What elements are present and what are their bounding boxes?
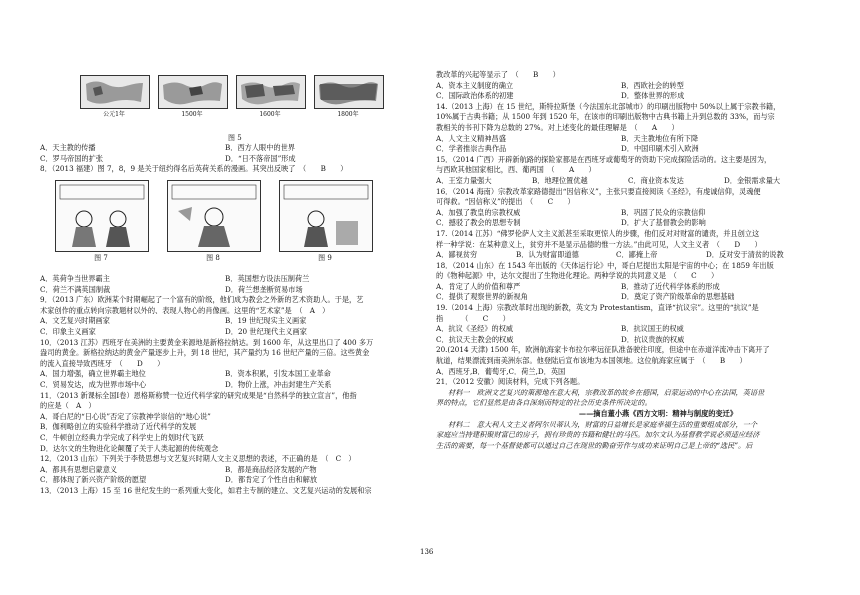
cartoon-caption: 图 8: [206, 254, 220, 262]
q16-options: [436, 208, 820, 219]
option: A．人文主义精神昌盛: [436, 133, 506, 143]
page-number: 136: [420, 548, 434, 556]
question-14-line: 教相关的书刊下降为总数的 27%。对上述变化的最佳理解是 （ A ）: [436, 122, 679, 132]
question-11-line: 的应是（ A ）: [40, 401, 96, 411]
q7-options: [40, 143, 418, 154]
right-column: [436, 70, 820, 451]
option: A．抗议《圣经》的权威: [436, 324, 514, 334]
map-label: 1600年: [259, 111, 281, 118]
option: B．资本积累，引发本国工业革命: [225, 369, 331, 379]
question-16-line: 16．（2014 海南）宗教改革家路德提出“因信称义”，主张只要直接阅读《圣经》，有虔诚信仰，灵魂便: [436, 186, 761, 196]
option: D．抗议贵族的权威: [621, 334, 685, 344]
option: A．肯定了人的价值和尊严: [436, 281, 521, 291]
option: D．达尔文的生物进化论颠覆了关于人类起源的传统观念: [40, 443, 219, 453]
q12-options: [40, 475, 418, 486]
option: A．鄙视贫穷: [436, 250, 478, 260]
option: B．抗议国王的权威: [621, 324, 684, 334]
option: C．鄙掩上帝: [616, 250, 658, 260]
q17-options: [436, 250, 820, 261]
question-19-line: 19.（2014 上海）宗教改革时出现的新教，英文为 Protestantism，直译“抗议宗”。这里的“抗议”是: [436, 303, 759, 313]
option: D．荷兰想垄断贸易市场: [225, 284, 303, 294]
question-9-line: 术家创作的重点转向宗教题材以外的、表现人物心的肖像画。这里的“艺术家”是 （ A ）: [40, 305, 330, 315]
option: B．伽利略创立的实验科学推动了近代科学的发展: [40, 422, 197, 432]
option: C．抗议天主教会的权威: [436, 334, 514, 344]
option: B．都是商品经济发展的产物: [225, 464, 317, 474]
option: B．天主教地位有所下降: [621, 133, 699, 143]
option: A．加强了教皇的宗教权威: [436, 207, 521, 217]
option: B．19 世纪现实主义画家: [225, 316, 307, 326]
question-17-line: 样一种学说：在某种意义上，贫穷并不是显示品德的惟一方法。”由此可见，人文主义者 （ D ）: [436, 239, 762, 249]
map-label: 1800年: [337, 111, 359, 118]
option: D．奠定了资产阶级革命的思想基础: [621, 292, 735, 302]
q19-options: [436, 324, 820, 335]
question-18-line: 的《物种起源》中，达尔文提出了生物进化理论。两种学说的共同意义是 （ C ）: [436, 271, 719, 281]
option: A．王室力量强大: [436, 175, 492, 185]
option: B．推动了近代科学体系的形成: [621, 281, 720, 291]
figure-7-9-cartoons: [55, 180, 375, 265]
option: B．巩固了民众的宗教信仰: [621, 207, 706, 217]
material-2-line: 材料二 意大利人文主义者阿尔贝蒂认为，财富的日益增长是家庭幸福生活的重要组成部分，一个: [448, 419, 758, 429]
q9-options: [40, 316, 418, 327]
q10-options: [40, 369, 418, 380]
q13-options: [436, 91, 820, 102]
question-20-line: 20.(2014 天津) 1500 年，欧洲航海家卡布拉尔率远征队准备驶往印度，但途中在赤道洋流冲击下离开了: [436, 345, 770, 355]
question-15-line: 15．（2014 广西）开辟新航路的探险家都是在西班牙或葡萄牙的资助下完成探险活动的。这主要是因为，: [436, 154, 772, 164]
question-19-line: 指 （ C ）: [436, 313, 510, 323]
option: D．中国印刷术引入欧洲: [621, 144, 699, 154]
option: C．国际政治体系的初建: [436, 91, 514, 101]
question-10-line: 的流入直接导致西班牙 （ D ）: [40, 358, 165, 368]
option: A．天主教的传播: [40, 143, 96, 152]
option: B．西方人眼中的世界: [225, 143, 295, 152]
option: C．都体现了新兴资产阶级的愿望: [40, 475, 147, 485]
question-18-line: 18．（2014 山东）在 1543 年出版的《天体运行论》中，哥白尼提出太阳是宇宙的中心；在 1859 年出版: [436, 260, 774, 270]
option: C．印象主义画家: [40, 326, 96, 336]
option: D．扩大了基督教会的影响: [621, 218, 706, 228]
question-10-line: 盎司的黄金。新格拉纳达的黄金产量逐步上升，到 18 世纪，其产量约为 16 世纪产量的三倍。这些黄金: [40, 348, 370, 358]
figure-5-caption: 图 5: [228, 134, 242, 142]
question-20-line: 航道，结果漂流到南美洲东部。他登陆后宣布该地为本国领地。这位航海家应属于 （ B ）: [436, 356, 747, 366]
option: C．牛顿创立经典力学完成了科学史上的划时代飞跃: [40, 432, 204, 442]
question-9-line: 9．（2013 广东）欧洲某个时期崛起了一个富有的阶级，他们成为教会之外新的艺术资助人。于是，艺: [40, 295, 364, 305]
option: A．西班牙,B．葡萄牙,C．荷兰,D．英国: [436, 366, 566, 376]
cartoon-image: [167, 180, 261, 252]
option: C．罗马帝国的扩张: [40, 153, 104, 163]
figure-5-maps: [80, 75, 385, 133]
option: A．哥白尼的“日心说”否定了宗教神学崇信的“地心说”: [40, 411, 211, 421]
cartoon-image: [279, 180, 373, 252]
material-1-line: 材料一 欧洲文艺复兴的策源地在意大利，宗教改革的故乡在德国，启蒙运动的中心在法国，英语世: [448, 387, 765, 397]
question-15-line: 与西欧其他国家相比，西、葡两国 （ A ）: [436, 165, 596, 175]
q14-options: [436, 144, 820, 155]
cartoon-image: [55, 180, 149, 252]
question-8-stem: 8．（2013 福建）图 7，8，9 是关于纽约得名后英荷关系的漫画。其突出反映了 （ B ）: [40, 164, 348, 174]
option: C．撼驳了教会的思想专制: [436, 218, 521, 228]
option: A．国力增强，确立世界霸主地位: [40, 369, 146, 379]
question-14-line: 10%属于古典书籍；从 1500 年到 1520 年，在该市的印刷出版物中古典书籍上升到总数的 33%，而与宗: [436, 112, 775, 122]
material-1-line: 界的特点，它们显然是由各自深刻而特定的社会历史条件所决定的。: [436, 398, 652, 408]
q8-options: [40, 285, 418, 296]
option: D．物价上涨，冲击封建生产关系: [225, 379, 332, 389]
q15-options: [436, 176, 820, 187]
option: D．20 世纪现代主义画家: [225, 326, 307, 336]
cartoon-caption: 图 7: [94, 254, 108, 262]
option: [532, 367, 628, 378]
option: C．贸易发达，成为世界市场中心: [40, 379, 147, 389]
option: C．学者推崇古典作品: [436, 144, 507, 154]
option: C．提供了观察世界的新视角: [436, 292, 528, 302]
world-map-image: [80, 75, 150, 109]
world-map-image: [236, 75, 306, 109]
question-11-line: 11．（2013 新课标全国Ⅰ卷）恩格斯称赞一位近代科学家的研究成果是“自然科学的独立宣言”，他指: [40, 390, 357, 400]
cartoon-caption: 图 9: [318, 254, 332, 262]
q19-options: [436, 335, 820, 346]
option: D．金银需求量大: [724, 175, 781, 185]
q16-options: [436, 218, 820, 229]
left-column-lower: [40, 274, 418, 496]
world-map-image: [158, 75, 228, 109]
question-13-line: 13．（2013 上海）15 至 16 世纪发生的一系列重大变化，如君主专制的建立、文艺复兴运动的发展和宗: [40, 485, 372, 495]
q18-options: [436, 282, 820, 293]
material-1-source: ——摘自董小燕《西方文明：精神与制度的变迁》: [578, 409, 738, 418]
question-14-line: 14.（2013 上海）在 15 世纪，斯特拉斯堡（今法国东北部城市）的印刷出版物中 50%以上属于宗教书籍，: [436, 101, 781, 111]
left-column: [40, 143, 418, 175]
material-2-line: 家庭应当持建积聚财富已的房子，拥有珍贵的书籍和健壮的马匹。加尔文认为基督教学说必须适应经济: [436, 430, 760, 440]
option: B．西欧社会的转型: [621, 80, 684, 90]
map-label: 1500年: [181, 111, 203, 118]
question-21-stem: 21．（2012 安徽）阅读材料，完成下列各题。: [436, 377, 585, 387]
option: [724, 367, 820, 378]
q9-options: [40, 327, 418, 338]
q10-options: [40, 380, 418, 391]
option: B．地理位置优越: [532, 175, 588, 185]
option: [628, 367, 724, 378]
option: D．整体世界的形成: [621, 91, 685, 101]
q14-options: [436, 134, 820, 145]
q18-options: [436, 292, 820, 303]
map-label: 公元1年: [103, 111, 125, 118]
option: D．反对安于清贫的说教: [706, 250, 784, 260]
option: A．都具有思想启蒙意义: [40, 464, 118, 474]
option: C．商业资本发达: [628, 175, 684, 185]
q13-options: [436, 81, 820, 92]
option: D．“日不落帝国”形成: [225, 153, 296, 163]
option: B．认为财富即道德: [516, 250, 579, 260]
option: C．荷兰不满英国制裁: [40, 284, 111, 294]
question-10-line: 10．（2013 江苏）西班牙在美洲的主要黄金来源地是新格拉纳达。到 1600 年，从这里出口了 400 多万: [40, 337, 374, 347]
q7-options: [40, 154, 418, 165]
option: D．都肯定了个性自由和解放: [225, 475, 318, 485]
question-13-cont: 教改革的兴起等显示了 （ B ）: [436, 70, 560, 79]
q8-options: [40, 274, 418, 285]
option: A．资本主义制度的确立: [436, 80, 514, 90]
option: A．文艺复兴时期画家: [40, 316, 110, 326]
question-17-line: 17.（2014 江苏）“佛罗伦萨人文主义派甚至采取更惊人的步骤，他们反对对财富的谴责，并且创立这: [436, 228, 760, 238]
question-12-stem: 12．（2013 山东）下列关于李贽思想与文艺复兴时期人文主义思想的表述，不正确的是 （ C ）: [40, 454, 356, 464]
world-map-image: [314, 75, 384, 109]
q20-options: [436, 367, 820, 378]
question-16-line: 可得救。“因信称义”的提出 （ C ）: [436, 197, 575, 207]
option: A．英荷争当世界霸主: [40, 274, 110, 283]
q12-options: [40, 465, 418, 476]
material-2-line: 生活的需要，每一个基督徒都可以通过自己在现世的勤奋劳作与成功来证明自己是上帝的“选民”。后: [436, 440, 753, 450]
option: B．英国想方设法压制荷兰: [225, 274, 310, 283]
